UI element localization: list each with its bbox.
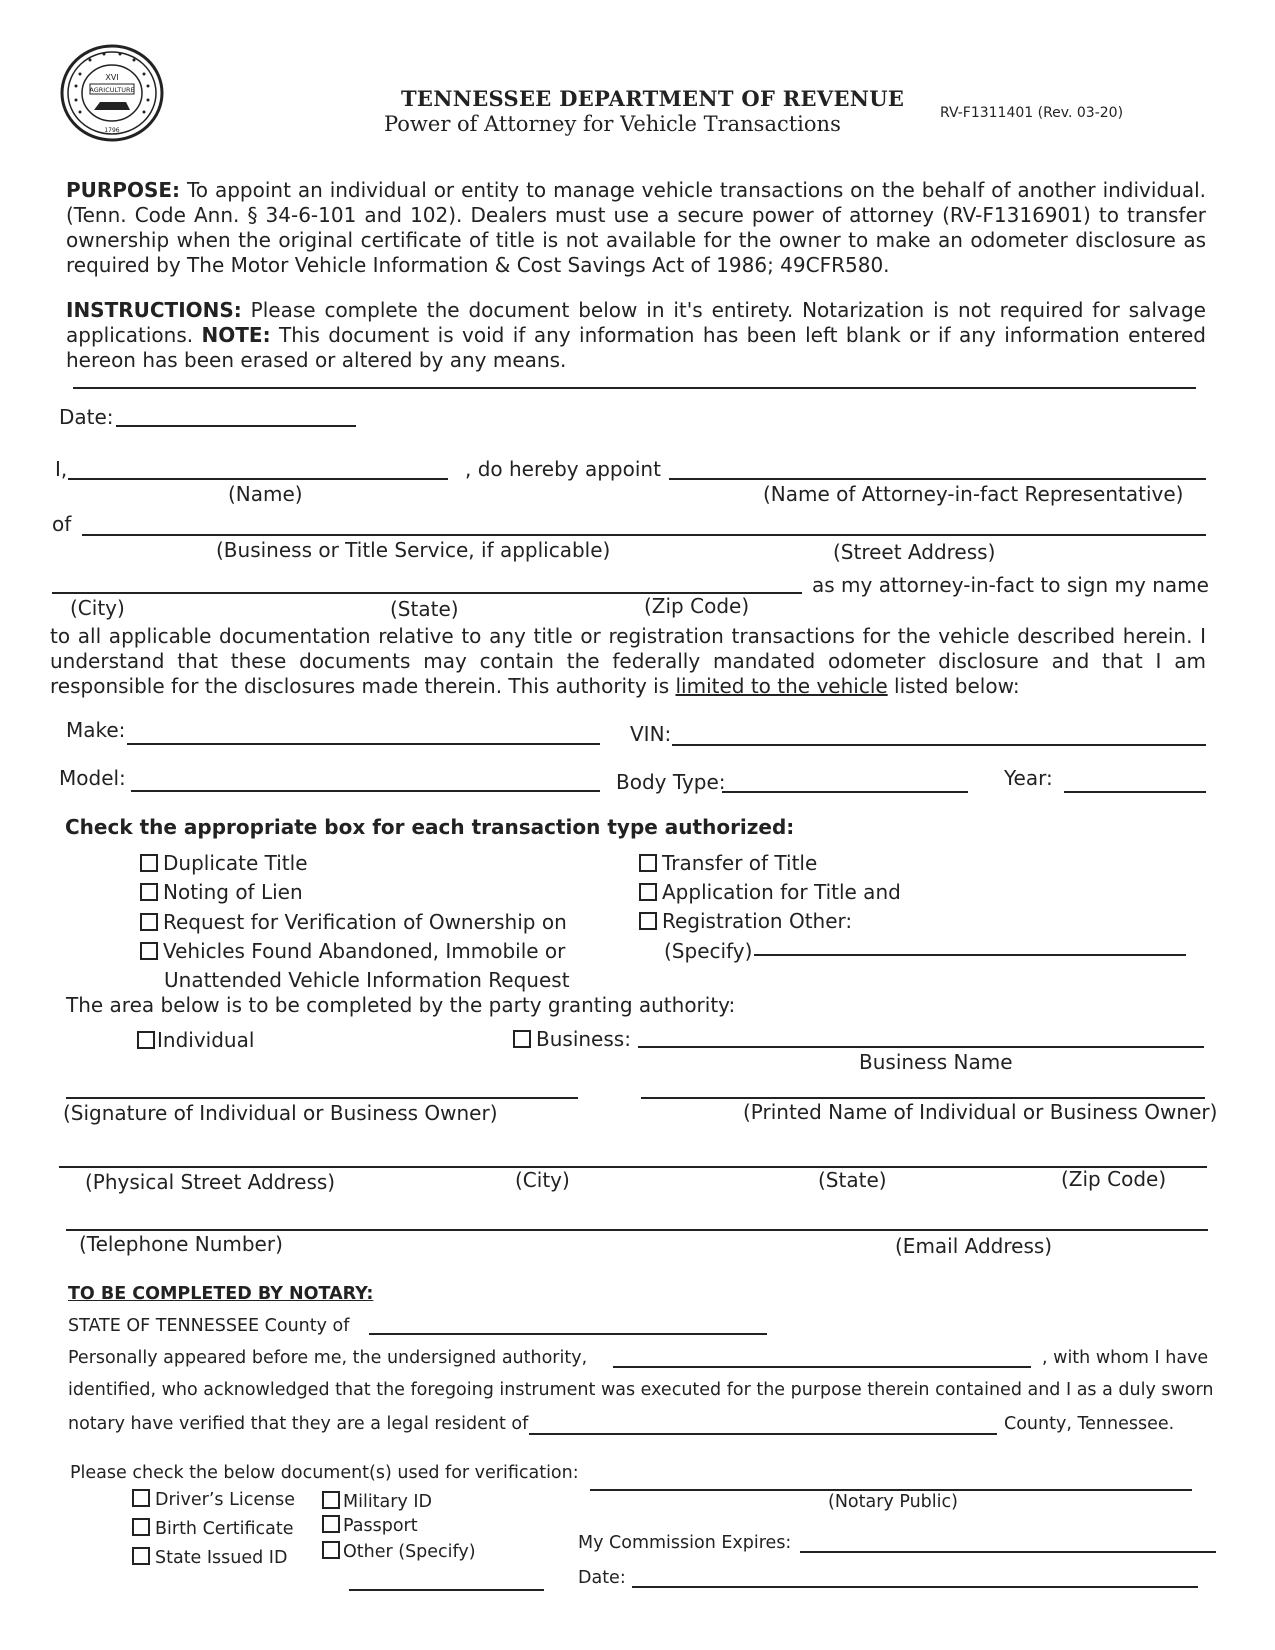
physical-address-field[interactable] (59, 1166, 1207, 1168)
notary-public-field[interactable] (590, 1489, 1192, 1491)
checkbox-abandoned-vehicles[interactable] (140, 939, 565, 963)
checkbox-verification-of-ownership[interactable] (140, 910, 567, 934)
instructions-text-1: Please complete the document below in it's entirety. Notarization is not required for salvage applications. (66, 298, 1206, 347)
notary-heading: TO BE COMPLETED BY NOTARY: (68, 1284, 374, 1304)
checkbox-label: Military ID (343, 1492, 433, 1512)
authority-text-2: listed below: (887, 674, 1020, 698)
checkbox-box[interactable] (132, 1518, 150, 1536)
checkbox-label: Passport (343, 1516, 418, 1536)
telephone-email-field[interactable] (66, 1229, 1208, 1231)
granting-intro: The area below is to be completed by the party granting authority: (66, 993, 736, 1017)
county-label: STATE OF TENNESSEE County of (68, 1316, 350, 1336)
make-field[interactable] (127, 743, 600, 745)
of-label: of (52, 512, 72, 536)
checkbox-label: Duplicate Title (163, 851, 308, 875)
notary-date-label: Date: (578, 1568, 626, 1588)
department-name: TENNESSEE DEPARTMENT OF REVENUE (401, 86, 905, 111)
checkbox-application-for-title[interactable] (639, 880, 901, 904)
street-caption: (Street Address) (833, 540, 996, 564)
form-title: Power of Attorney for Vehicle Transactions (384, 112, 841, 136)
authority-limited: limited to the vehicle (675, 674, 888, 698)
checkbox-transfer-of-title[interactable] (639, 851, 817, 875)
county-field[interactable] (369, 1333, 767, 1335)
notary-date-field[interactable] (632, 1586, 1198, 1588)
checkbox-label: Driver’s License (155, 1490, 296, 1510)
city-caption: (City) (70, 596, 125, 620)
checkbox-military-id[interactable] (322, 1491, 432, 1512)
checkbox-box[interactable] (639, 883, 657, 901)
attorney-caption: (Name of Attorney-in-fact Representative) (763, 482, 1184, 506)
notary-public-caption: (Notary Public) (828, 1492, 958, 1512)
name-caption: (Name) (228, 482, 303, 506)
vin-field[interactable] (672, 744, 1206, 746)
checkbox-label: Request for Verification of Ownership on (163, 910, 567, 934)
state-caption: (State) (390, 597, 459, 621)
note-label: NOTE: (201, 323, 271, 347)
checkbox-label: Other (Specify) (343, 1542, 476, 1562)
business-name-field[interactable] (638, 1046, 1204, 1048)
checkbox-label: Birth Certificate (155, 1519, 294, 1539)
make-label: Make: (66, 718, 126, 742)
email-caption: (Email Address) (895, 1234, 1053, 1258)
checkbox-business[interactable] (513, 1027, 631, 1051)
year-field[interactable] (1064, 791, 1206, 793)
instructions-label: INSTRUCTIONS: (66, 298, 242, 322)
resident-county-field[interactable] (529, 1433, 997, 1435)
checkbox-box[interactable] (132, 1547, 150, 1565)
checkbox-box[interactable] (140, 942, 158, 960)
signature-caption: (Signature of Individual or Business Owner) (63, 1101, 498, 1125)
appoint-text: , do hereby appoint (465, 457, 661, 481)
specify-field[interactable] (754, 954, 1186, 956)
business-caption: (Business or Title Service, if applicable) (216, 538, 611, 562)
with-whom-text: , with whom I have (1042, 1348, 1209, 1368)
purpose-label: PURPOSE: (66, 178, 181, 202)
physical-address-caption: (Physical Street Address) (85, 1170, 336, 1194)
section-divider (73, 387, 1196, 389)
business-name-caption: Business Name (859, 1050, 1013, 1074)
checkbox-other[interactable] (322, 1541, 476, 1562)
i-label: I, (55, 457, 68, 481)
date-field[interactable] (116, 425, 356, 427)
checkbox-label: Application for Title and (662, 880, 901, 904)
model-label: Model: (59, 766, 126, 790)
specify-label: (Specify) (664, 939, 753, 963)
transactions-heading: Check the appropriate box for each transaction type authorized: (65, 815, 795, 839)
tennessee-state-seal (60, 44, 164, 142)
checkbox-box[interactable] (140, 854, 158, 872)
checkbox-box[interactable] (140, 913, 158, 931)
signature-field[interactable] (66, 1097, 578, 1099)
grantor-name-field[interactable] (68, 478, 448, 480)
purpose-text: To appoint an individual or entity to manage vehicle transactions on the behalf of another individual. (Tenn. Code Ann. § 34-6-101 and 102). Dealers must use a secure power of attorney (RV-F1316901) to transfer ownership when the original certificate of title is not available for the owner to make an odometer disclosure as required by The Motor Vehicle Information & Cost Savings Act of 1986; 49CFR580. (66, 178, 1206, 277)
county-tennessee-text: County, Tennessee. (1004, 1414, 1175, 1434)
form-number: RV-F1311401 (Rev. 03-20) (940, 105, 1124, 121)
appeared-name-field[interactable] (613, 1366, 1031, 1368)
model-field[interactable] (131, 790, 600, 792)
svg-text:XVI: XVI (105, 73, 119, 82)
checkbox-box[interactable] (140, 883, 158, 901)
checkbox-label: State Issued ID (155, 1548, 288, 1568)
checkbox-box[interactable] (639, 854, 657, 872)
authority-paragraph (50, 624, 1206, 699)
checkbox-label: Transfer of Title (662, 851, 818, 875)
checkbox-duplicate-title[interactable] (140, 851, 308, 875)
checkbox-registration-other[interactable] (639, 909, 852, 933)
printed-name-caption: (Printed Name of Individual or Business Owner) (743, 1100, 1218, 1124)
grantor-state-caption: (State) (818, 1168, 887, 1192)
instructions-text-2: This document is void if any information has been left blank or if any information entered hereon has been erased or altered by any means. (66, 323, 1206, 372)
grantor-zip-caption: (Zip Code) (1061, 1167, 1167, 1191)
instructions-paragraph (66, 298, 1206, 373)
checkbox-label: Vehicles Found Abandoned, Immobile or (163, 939, 566, 963)
identified-text: identified, who acknowledged that the foregoing instrument was executed for the purpose therein contained and I as a duly sworn (68, 1380, 1214, 1400)
checkbox-box[interactable] (137, 1031, 155, 1049)
body-type-field[interactable] (722, 791, 968, 793)
checkbox-passport[interactable] (322, 1515, 418, 1536)
checkbox-label: Business: (536, 1027, 631, 1051)
svg-text:1796: 1796 (104, 127, 120, 134)
date-label: Date: (59, 405, 114, 429)
purpose-paragraph (66, 178, 1206, 278)
commission-label: My Commission Expires: (578, 1533, 792, 1553)
checkbox-box[interactable] (513, 1030, 531, 1048)
body-type-label: Body Type: (616, 770, 726, 794)
commission-expires-field[interactable] (800, 1551, 1216, 1553)
grantor-city-caption: (City) (515, 1168, 570, 1192)
svg-text:AGRICULTURE: AGRICULTURE (89, 86, 135, 94)
checkbox-label: Noting of Lien (163, 880, 303, 904)
checkbox-box[interactable] (322, 1515, 340, 1533)
attorney-text: as my attorney-in-fact to sign my name (812, 573, 1209, 597)
business-address-field[interactable] (82, 534, 1206, 536)
authority-text-1: to all applicable documentation relative to any title or registration transactions for the vehicle described herein. I understand that these documents may contain the federally mandated odometer disclosure and that I am responsible for the disclosures made therein. This authority is (50, 624, 1206, 698)
year-label: Year: (1004, 766, 1053, 790)
checkbox-noting-of-lien[interactable] (140, 880, 303, 904)
telephone-caption: (Telephone Number) (79, 1232, 283, 1256)
checkbox-birth-certificate[interactable] (132, 1518, 293, 1539)
checkbox-individual[interactable] (137, 1028, 254, 1052)
checkbox-drivers-license[interactable] (132, 1489, 295, 1510)
checkbox-box[interactable] (322, 1541, 340, 1559)
printed-name-field[interactable] (641, 1097, 1205, 1099)
vin-label: VIN: (630, 722, 672, 746)
checkbox-label: Registration Other: (662, 909, 853, 933)
other-specify-field[interactable] (349, 1589, 544, 1591)
resident-text: notary have verified that they are a legal resident of (68, 1414, 529, 1434)
abandoned-vehicles-continuation: Unattended Vehicle Information Request (164, 968, 570, 992)
zip-caption: (Zip Code) (644, 594, 750, 618)
checkbox-state-issued-id[interactable] (132, 1547, 287, 1568)
checkbox-box[interactable] (639, 912, 657, 930)
appeared-text: Personally appeared before me, the undersigned authority, (68, 1348, 588, 1368)
checkbox-label: Individual (157, 1028, 255, 1052)
attorney-name-field[interactable] (669, 478, 1206, 480)
checkbox-box[interactable] (132, 1489, 150, 1507)
checkbox-box[interactable] (322, 1491, 340, 1509)
verification-label: Please check the below document(s) used for verification: (70, 1463, 579, 1483)
